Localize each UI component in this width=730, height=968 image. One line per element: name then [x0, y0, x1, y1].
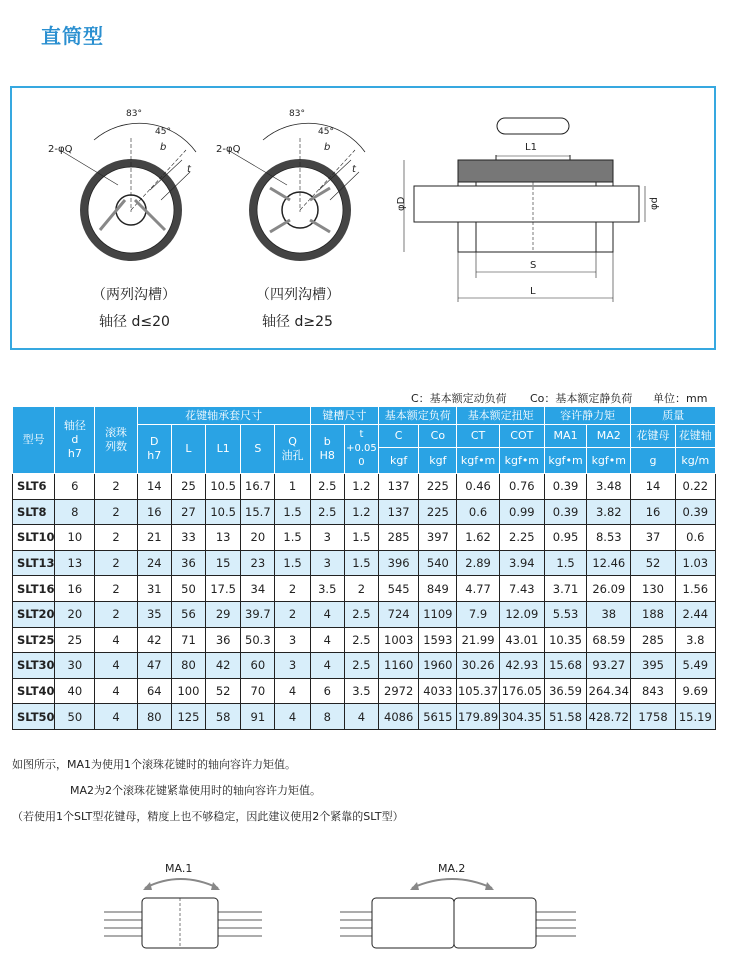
table-cell: 0.39	[544, 474, 586, 500]
table-cell: 2	[95, 576, 137, 602]
table-cell: 285	[631, 627, 675, 653]
table-cell: 1.03	[675, 550, 715, 576]
table-cell: 42	[137, 627, 171, 653]
table-cell: 0.99	[499, 499, 544, 525]
table-cell: 16	[55, 576, 95, 602]
th-mass: 质量	[631, 407, 716, 425]
spec-table-body	[13, 474, 716, 730]
table-cell: 4	[95, 627, 137, 653]
table-cell: 30.26	[457, 653, 499, 679]
table-cell: 12.46	[587, 550, 631, 576]
table-cell: 1109	[419, 601, 457, 627]
dimension-diagram	[0, 0, 730, 360]
table-cell: 137	[379, 474, 419, 500]
table-cell: 25	[55, 627, 95, 653]
table-cell: 225	[419, 499, 457, 525]
table-cell: 64	[137, 678, 171, 704]
q-label-right: 2-φQ	[216, 144, 241, 155]
table-cell: 16.7	[241, 474, 275, 500]
phi-d-shaft-label: φd	[649, 197, 660, 210]
th-unit-C: kgf	[379, 448, 419, 474]
table-cell: 29	[206, 601, 241, 627]
table-cell: 56	[171, 601, 205, 627]
table-cell: 26.09	[587, 576, 631, 602]
table-cell: 1	[275, 474, 310, 500]
table-cell: 264.34	[587, 678, 631, 704]
table-cell: 3.8	[675, 627, 715, 653]
table-cell: 40	[55, 678, 95, 704]
table-cell: 3	[275, 653, 310, 679]
th-L1: L1	[206, 425, 241, 474]
th-keyway-dims: 键槽尺寸	[310, 407, 378, 425]
th-Q: Q 油孔	[275, 425, 310, 474]
table-cell: 137	[379, 499, 419, 525]
th-unit-MA1: kgf•m	[544, 448, 586, 474]
table-cell: 105.37	[457, 678, 499, 704]
note-line-2: MA2为2个滚珠花键紧靠使用时的轴向容许力矩值。	[70, 784, 322, 797]
model-cell: SLT25	[13, 627, 55, 653]
table-cell: 23	[241, 550, 275, 576]
table-cell: 1160	[379, 653, 419, 679]
table-cell: 25	[171, 474, 205, 500]
b-label-right: b	[324, 142, 331, 153]
table-cell: 80	[171, 653, 205, 679]
model-cell: SLT30	[13, 653, 55, 679]
table-row	[13, 653, 716, 679]
model-cell: SLT6	[13, 474, 55, 500]
table-cell: 6	[310, 678, 344, 704]
table-cell: 13	[206, 525, 241, 551]
th-COT: COT	[499, 425, 544, 448]
table-cell: 4	[310, 627, 344, 653]
double-nut-diagram	[340, 879, 576, 948]
table-cell: 4086	[379, 704, 419, 730]
table-cell: 0.6	[457, 499, 499, 525]
table-cell: 27	[171, 499, 205, 525]
table-cell: 2	[95, 601, 137, 627]
table-cell: 8.53	[587, 525, 631, 551]
table-cell: 60	[241, 653, 275, 679]
table-cell: 3.82	[587, 499, 631, 525]
table-cell: 17.5	[206, 576, 241, 602]
th-L: L	[171, 425, 205, 474]
table-cell: 2.25	[499, 525, 544, 551]
table-cell: 36	[206, 627, 241, 653]
table-cell: 36	[171, 550, 205, 576]
table-cell: 4	[275, 704, 310, 730]
th-Co: Co	[419, 425, 457, 448]
th-D: D h7	[137, 425, 171, 474]
table-cell: 91	[241, 704, 275, 730]
table-cell: 304.35	[499, 704, 544, 730]
table-cell: 3	[310, 550, 344, 576]
table-cell: 15	[206, 550, 241, 576]
table-cell: 188	[631, 601, 675, 627]
table-cell: 4	[310, 601, 344, 627]
table-cell: 1.5	[344, 550, 378, 576]
table-cell: 16	[631, 499, 675, 525]
table-cell: 395	[631, 653, 675, 679]
th-nut-dims: 花键轴承套尺寸	[137, 407, 310, 425]
table-row	[13, 601, 716, 627]
th-shaft-mass: 花键轴	[675, 425, 715, 448]
model-cell: SLT40	[13, 678, 55, 704]
th-MA1: MA1	[544, 425, 586, 448]
table-cell: 20	[241, 525, 275, 551]
table-cell: 1960	[419, 653, 457, 679]
legend-c: C：基本额定动负荷	[411, 392, 507, 405]
table-cell: 2	[95, 525, 137, 551]
table-cell: 5615	[419, 704, 457, 730]
phi-d-outer-label: φD	[396, 196, 407, 211]
table-cell: 38	[587, 601, 631, 627]
table-cell: 1.5	[275, 499, 310, 525]
th-shaft-dia: 轴径 d h7	[55, 407, 95, 474]
table-cell: 42.93	[499, 653, 544, 679]
table-cell: 10	[55, 525, 95, 551]
single-nut-diagram	[104, 879, 262, 948]
table-cell: 2	[275, 601, 310, 627]
table-cell: 1.2	[344, 499, 378, 525]
table-cell: 2	[95, 474, 137, 500]
caption-two-rows: （两列沟槽）	[92, 287, 176, 303]
table-cell: 24	[137, 550, 171, 576]
l-label: L	[530, 286, 536, 297]
moment-diagram	[0, 850, 730, 968]
table-cell: 14	[137, 474, 171, 500]
th-nut-mass: 花键母	[631, 425, 675, 448]
table-row	[13, 525, 716, 551]
table-cell: 50	[55, 704, 95, 730]
table-cell: 724	[379, 601, 419, 627]
table-row	[13, 499, 716, 525]
table-cell: 93.27	[587, 653, 631, 679]
table-cell: 130	[631, 576, 675, 602]
caption-four-rows: （四列沟槽）	[256, 287, 340, 303]
table-cell: 7.9	[457, 601, 499, 627]
table-cell: 34	[241, 576, 275, 602]
table-cell: 397	[419, 525, 457, 551]
table-row	[13, 678, 716, 704]
table-cell: 50	[171, 576, 205, 602]
table-cell: 71	[171, 627, 205, 653]
caption-two-rows-shaft: 轴径 d≤20	[99, 314, 170, 330]
th-model: 型号	[13, 407, 55, 474]
table-cell: 21	[137, 525, 171, 551]
table-cell: 100	[171, 678, 205, 704]
caption-four-rows-shaft: 轴径 d≥25	[262, 314, 333, 330]
four-row-end-view	[228, 123, 365, 257]
angle-45-label-right: 45°	[318, 127, 334, 137]
b-label-left: b	[160, 142, 167, 153]
table-cell: 4	[95, 653, 137, 679]
note-line-1: 如图所示，MA1为使用1个滚珠花键时的轴向容许力矩值。	[12, 758, 297, 771]
table-cell: 1.5	[275, 550, 310, 576]
table-cell: 3	[310, 525, 344, 551]
table-cell: 396	[379, 550, 419, 576]
table-cell: 5.49	[675, 653, 715, 679]
model-cell: SLT13	[13, 550, 55, 576]
table-cell: 0.39	[544, 499, 586, 525]
table-cell: 0.95	[544, 525, 586, 551]
s-label: S	[530, 260, 537, 271]
page-title: 直筒型	[41, 24, 104, 48]
table-cell: 15.7	[241, 499, 275, 525]
q-label-left: 2-φQ	[48, 144, 73, 155]
table-cell: 1003	[379, 627, 419, 653]
table-cell: 843	[631, 678, 675, 704]
two-row-end-view	[60, 123, 196, 257]
angle-45-label-left: 45°	[155, 127, 171, 137]
th-unit-Co: kgf	[419, 448, 457, 474]
table-cell: 58	[206, 704, 241, 730]
th-C: C	[379, 425, 419, 448]
table-cell: 3.48	[587, 474, 631, 500]
table-cell: 3.94	[499, 550, 544, 576]
model-cell: SLT20	[13, 601, 55, 627]
model-cell: SLT16	[13, 576, 55, 602]
table-cell: 68.59	[587, 627, 631, 653]
table-cell: 545	[379, 576, 419, 602]
table-cell: 15.68	[544, 653, 586, 679]
table-cell: 52	[631, 550, 675, 576]
th-unit-nut-mass: g	[631, 448, 675, 474]
th-ball-rows: 滚珠 列数	[95, 407, 137, 474]
table-cell: 36.59	[544, 678, 586, 704]
model-cell: SLT8	[13, 499, 55, 525]
table-cell: 10.35	[544, 627, 586, 653]
table-cell: 179.89	[457, 704, 499, 730]
table-cell: 0.46	[457, 474, 499, 500]
table-cell: 43.01	[499, 627, 544, 653]
th-MA2: MA2	[587, 425, 631, 448]
table-cell: 12.09	[499, 601, 544, 627]
table-cell: 4	[275, 678, 310, 704]
th-unit-COT: kgf•m	[499, 448, 544, 474]
legend-co: Co：基本额定静负荷	[530, 392, 633, 405]
table-cell: 52	[206, 678, 241, 704]
table-cell: 10.5	[206, 474, 241, 500]
th-rated-load: 基本额定负荷	[379, 407, 457, 425]
table-row	[13, 474, 716, 500]
table-cell: 2.5	[310, 499, 344, 525]
table-cell: 16	[137, 499, 171, 525]
th-unit-CT: kgf•m	[457, 448, 499, 474]
table-cell: 10.5	[206, 499, 241, 525]
table-cell: 1593	[419, 627, 457, 653]
table-cell: 7.43	[499, 576, 544, 602]
th-unit-MA2: kgf•m	[587, 448, 631, 474]
legend-unit: 单位：mm	[653, 392, 708, 405]
table-cell: 0.22	[675, 474, 715, 500]
table-cell: 125	[171, 704, 205, 730]
table-cell: 285	[379, 525, 419, 551]
th-rated-torque: 基本额定扭矩	[457, 407, 544, 425]
spec-table	[12, 406, 716, 730]
table-cell: 4	[344, 704, 378, 730]
model-cell: SLT10	[13, 525, 55, 551]
table-cell: 50.3	[241, 627, 275, 653]
note-line-3: （若使用1个SLT型花键母，精度上也不够稳定，因此建议使用2个紧靠的SLT型）	[12, 810, 404, 823]
table-cell: 0.76	[499, 474, 544, 500]
table-cell: 2	[95, 550, 137, 576]
table-cell: 4033	[419, 678, 457, 704]
table-cell: 9.69	[675, 678, 715, 704]
table-cell: 30	[55, 653, 95, 679]
table-cell: 42	[206, 653, 241, 679]
table-cell: 5.53	[544, 601, 586, 627]
table-cell: 2.5	[344, 653, 378, 679]
table-cell: 51.58	[544, 704, 586, 730]
table-row	[13, 704, 716, 730]
table-cell: 2	[95, 499, 137, 525]
ma2-label: MA.2	[438, 862, 466, 875]
ma1-label: MA.1	[165, 862, 193, 875]
table-cell: 1.5	[544, 550, 586, 576]
table-cell: 1758	[631, 704, 675, 730]
table-cell: 1.56	[675, 576, 715, 602]
table-cell: 15.19	[675, 704, 715, 730]
table-cell: 1.2	[344, 474, 378, 500]
t-label-left: t	[187, 164, 191, 175]
table-cell: 37	[631, 525, 675, 551]
table-cell: 0.39	[675, 499, 715, 525]
table-cell: 6	[55, 474, 95, 500]
table-cell: 14	[631, 474, 675, 500]
table-cell: 540	[419, 550, 457, 576]
th-unit-shaft-mass: kg/m	[675, 448, 715, 474]
table-cell: 33	[171, 525, 205, 551]
table-cell: 1.5	[344, 525, 378, 551]
table-cell: 3.71	[544, 576, 586, 602]
table-cell: 4	[95, 678, 137, 704]
angle-83-label-left: 83°	[126, 109, 142, 119]
table-cell: 2.5	[310, 474, 344, 500]
table-cell: 1.5	[275, 525, 310, 551]
l1-label: L1	[525, 142, 537, 153]
th-S: S	[241, 425, 275, 474]
table-cell: 4.77	[457, 576, 499, 602]
table-cell: 225	[419, 474, 457, 500]
table-cell: 35	[137, 601, 171, 627]
table-row	[13, 576, 716, 602]
table-row	[13, 627, 716, 653]
table-cell: 31	[137, 576, 171, 602]
table-cell: 176.05	[499, 678, 544, 704]
table-cell: 47	[137, 653, 171, 679]
table-cell: 4	[95, 704, 137, 730]
th-b: b H8	[310, 425, 344, 474]
table-cell: 70	[241, 678, 275, 704]
table-cell: 20	[55, 601, 95, 627]
table-cell: 0.6	[675, 525, 715, 551]
table-cell: 80	[137, 704, 171, 730]
table-cell: 21.99	[457, 627, 499, 653]
th-static-moment: 容许静力矩	[544, 407, 630, 425]
table-cell: 2	[344, 576, 378, 602]
table-cell: 2.89	[457, 550, 499, 576]
th-t: t +0.05 0	[344, 425, 378, 474]
table-cell: 2.5	[344, 627, 378, 653]
table-cell: 2.5	[344, 601, 378, 627]
table-cell: 3.5	[344, 678, 378, 704]
table-row	[13, 550, 716, 576]
table-cell: 8	[55, 499, 95, 525]
table-cell: 3	[275, 627, 310, 653]
angle-83-label-right: 83°	[289, 109, 305, 119]
t-label-right: t	[352, 164, 356, 175]
table-cell: 2	[275, 576, 310, 602]
table-cell: 1.62	[457, 525, 499, 551]
table-cell: 849	[419, 576, 457, 602]
table-cell: 39.7	[241, 601, 275, 627]
table-cell: 8	[310, 704, 344, 730]
table-cell: 4	[310, 653, 344, 679]
table-cell: 13	[55, 550, 95, 576]
table-cell: 428.72	[587, 704, 631, 730]
model-cell: SLT50	[13, 704, 55, 730]
table-cell: 2972	[379, 678, 419, 704]
table-cell: 3.5	[310, 576, 344, 602]
th-CT: CT	[457, 425, 499, 448]
table-cell: 2.44	[675, 601, 715, 627]
